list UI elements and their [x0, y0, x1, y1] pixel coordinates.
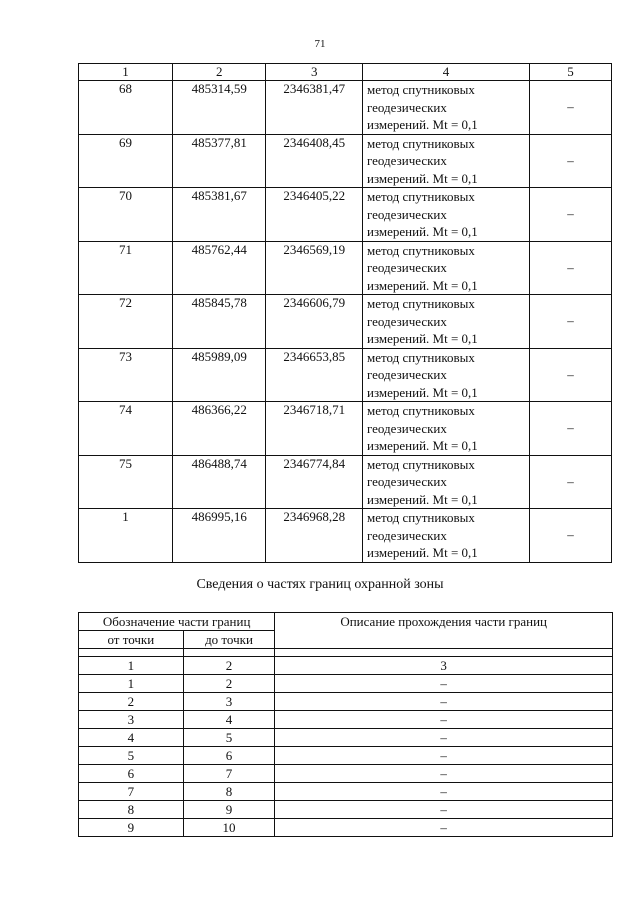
to-point: 2 [183, 675, 275, 693]
method-line: метод спутниковых [367, 189, 475, 204]
table-row [79, 241, 612, 295]
column-number-cell: 2 [183, 657, 275, 675]
from-point: 4 [79, 729, 184, 747]
to-point: 9 [183, 801, 275, 819]
coordinates-header-cell: 4 [363, 64, 530, 81]
coordinate-x: 485762,44 [172, 241, 266, 295]
method-line: геодезических [367, 367, 447, 382]
point-number: 73 [79, 348, 173, 402]
part-description: – [275, 819, 613, 837]
table-row [79, 693, 613, 711]
table-row [79, 711, 613, 729]
coordinate-y: 2346606,79 [266, 295, 363, 349]
table-row [79, 188, 612, 242]
method-line: измерений. Mt = 0,1 [367, 438, 478, 453]
note-cell: – [529, 295, 611, 349]
from-point: 5 [79, 747, 184, 765]
method-line: геодезических [367, 420, 447, 436]
part-description: – [275, 765, 613, 783]
coordinate-y: 2346718,71 [266, 402, 363, 456]
point-number: 74 [79, 402, 173, 456]
from-point: 3 [79, 711, 184, 729]
table-row [79, 783, 613, 801]
coordinate-x: 485314,59 [172, 81, 266, 135]
note-cell: – [529, 509, 611, 563]
method-line: метод спутниковых [367, 242, 475, 258]
method-line: измерений. Mt = 0,1 [367, 277, 478, 293]
method-line: геодезических [367, 99, 447, 115]
method-line: измерений. Mt = 0,1 [367, 491, 478, 507]
point-number: 75 [79, 455, 173, 509]
method-line: геодезических [367, 260, 447, 275]
coordinates-header-cell: 5 [529, 64, 611, 81]
coordinate-x: 485381,67 [172, 188, 266, 242]
header-to-point: до точки [183, 631, 275, 649]
coordinate-y: 2346968,28 [266, 509, 363, 563]
note-cell: – [529, 241, 611, 295]
coordinate-x: 486366,22 [172, 402, 266, 456]
method-cell [363, 295, 530, 349]
coordinate-x: 485845,78 [172, 295, 266, 349]
section-title: Сведения о частях границ охранной зоны [196, 577, 444, 592]
parts-column-numbers-row [79, 657, 613, 675]
method-line: геодезических [367, 474, 447, 489]
coordinates-header-row [79, 64, 612, 81]
to-point: 6 [183, 747, 275, 765]
table-row [79, 81, 612, 135]
method-line: метод спутниковых [367, 135, 475, 151]
page-number: 71 [314, 38, 326, 50]
to-point: 3 [183, 693, 275, 711]
table-row [79, 675, 613, 693]
header-group-label: Обозначение части границ [79, 613, 275, 631]
table-row [79, 729, 613, 747]
note-cell: – [529, 188, 611, 242]
method-line: измерений. Mt = 0,1 [367, 117, 478, 132]
method-line: метод спутниковых [367, 403, 475, 418]
from-point: 7 [79, 783, 184, 801]
method-line: геодезических [367, 313, 447, 329]
boundary-parts-table [78, 612, 613, 837]
part-description: – [275, 801, 613, 819]
method-line: измерений. Mt = 0,1 [367, 170, 478, 186]
method-line: геодезических [367, 153, 447, 168]
note-cell: – [529, 348, 611, 402]
method-cell [363, 455, 530, 509]
spacer-cell [79, 649, 184, 657]
coordinate-y: 2346653,85 [266, 348, 363, 402]
coordinates-table [78, 63, 612, 563]
table-row [79, 765, 613, 783]
coordinate-y: 2346381,47 [266, 81, 363, 135]
spacer-cell [183, 649, 275, 657]
coordinates-header-cell: 1 [79, 64, 173, 81]
to-point: 7 [183, 765, 275, 783]
part-description: – [275, 711, 613, 729]
table-row [79, 348, 612, 402]
part-description: – [275, 729, 613, 747]
from-point: 1 [79, 675, 184, 693]
column-number-cell: 1 [79, 657, 184, 675]
part-description: – [275, 783, 613, 801]
table-row [79, 295, 612, 349]
point-number: 1 [79, 509, 173, 563]
to-point: 8 [183, 783, 275, 801]
method-line: геодезических [367, 206, 447, 222]
part-description: – [275, 693, 613, 711]
table-row [79, 455, 612, 509]
coordinate-x: 486488,74 [172, 455, 266, 509]
method-cell [363, 188, 530, 242]
header-from-point: от точки [79, 631, 184, 649]
method-cell [363, 348, 530, 402]
method-line: измерений. Mt = 0,1 [367, 384, 478, 400]
to-point: 4 [183, 711, 275, 729]
coordinate-y: 2346405,22 [266, 188, 363, 242]
table-row [79, 402, 612, 456]
method-line: измерений. Mt = 0,1 [367, 224, 478, 239]
method-cell [363, 241, 530, 295]
table-row [79, 509, 612, 563]
part-description: – [275, 675, 613, 693]
method-line: измерений. Mt = 0,1 [367, 331, 478, 346]
method-line: измерений. Mt = 0,1 [367, 545, 478, 560]
table-row [79, 134, 612, 188]
table-row [79, 819, 613, 837]
point-number: 69 [79, 134, 173, 188]
coordinate-y: 2346774,84 [266, 455, 363, 509]
method-line: метод спутниковых [367, 349, 475, 365]
from-point: 8 [79, 801, 184, 819]
point-number: 71 [79, 241, 173, 295]
from-point: 9 [79, 819, 184, 837]
coordinate-x: 485989,09 [172, 348, 266, 402]
coordinate-y: 2346569,19 [266, 241, 363, 295]
coordinate-x: 486995,16 [172, 509, 266, 563]
note-cell: – [529, 402, 611, 456]
point-number: 72 [79, 295, 173, 349]
method-cell [363, 402, 530, 456]
method-cell [363, 134, 530, 188]
coordinate-x: 485377,81 [172, 134, 266, 188]
coordinates-header-cell: 3 [266, 64, 363, 81]
note-cell: – [529, 81, 611, 135]
method-line: метод спутниковых [367, 510, 475, 525]
point-number: 70 [79, 188, 173, 242]
table-row [79, 747, 613, 765]
method-line: метод спутниковых [367, 82, 475, 97]
to-point: 5 [183, 729, 275, 747]
spacer-cell [275, 649, 613, 657]
from-point: 2 [79, 693, 184, 711]
parts-header-row [79, 613, 613, 631]
to-point: 10 [183, 819, 275, 837]
note-cell: – [529, 455, 611, 509]
from-point: 6 [79, 765, 184, 783]
method-line: метод спутниковых [367, 296, 475, 311]
point-number: 68 [79, 81, 173, 135]
note-cell: – [529, 134, 611, 188]
part-description: – [275, 747, 613, 765]
method-cell [363, 81, 530, 135]
table-row [79, 801, 613, 819]
spacer-row [79, 649, 613, 657]
method-cell [363, 509, 530, 563]
method-line: геодезических [367, 527, 447, 543]
column-number-cell: 3 [275, 657, 613, 675]
header-description: Описание прохождения части границ [275, 613, 613, 649]
coordinates-header-cell: 2 [172, 64, 266, 81]
coordinate-y: 2346408,45 [266, 134, 363, 188]
method-line: метод спутниковых [367, 456, 475, 472]
